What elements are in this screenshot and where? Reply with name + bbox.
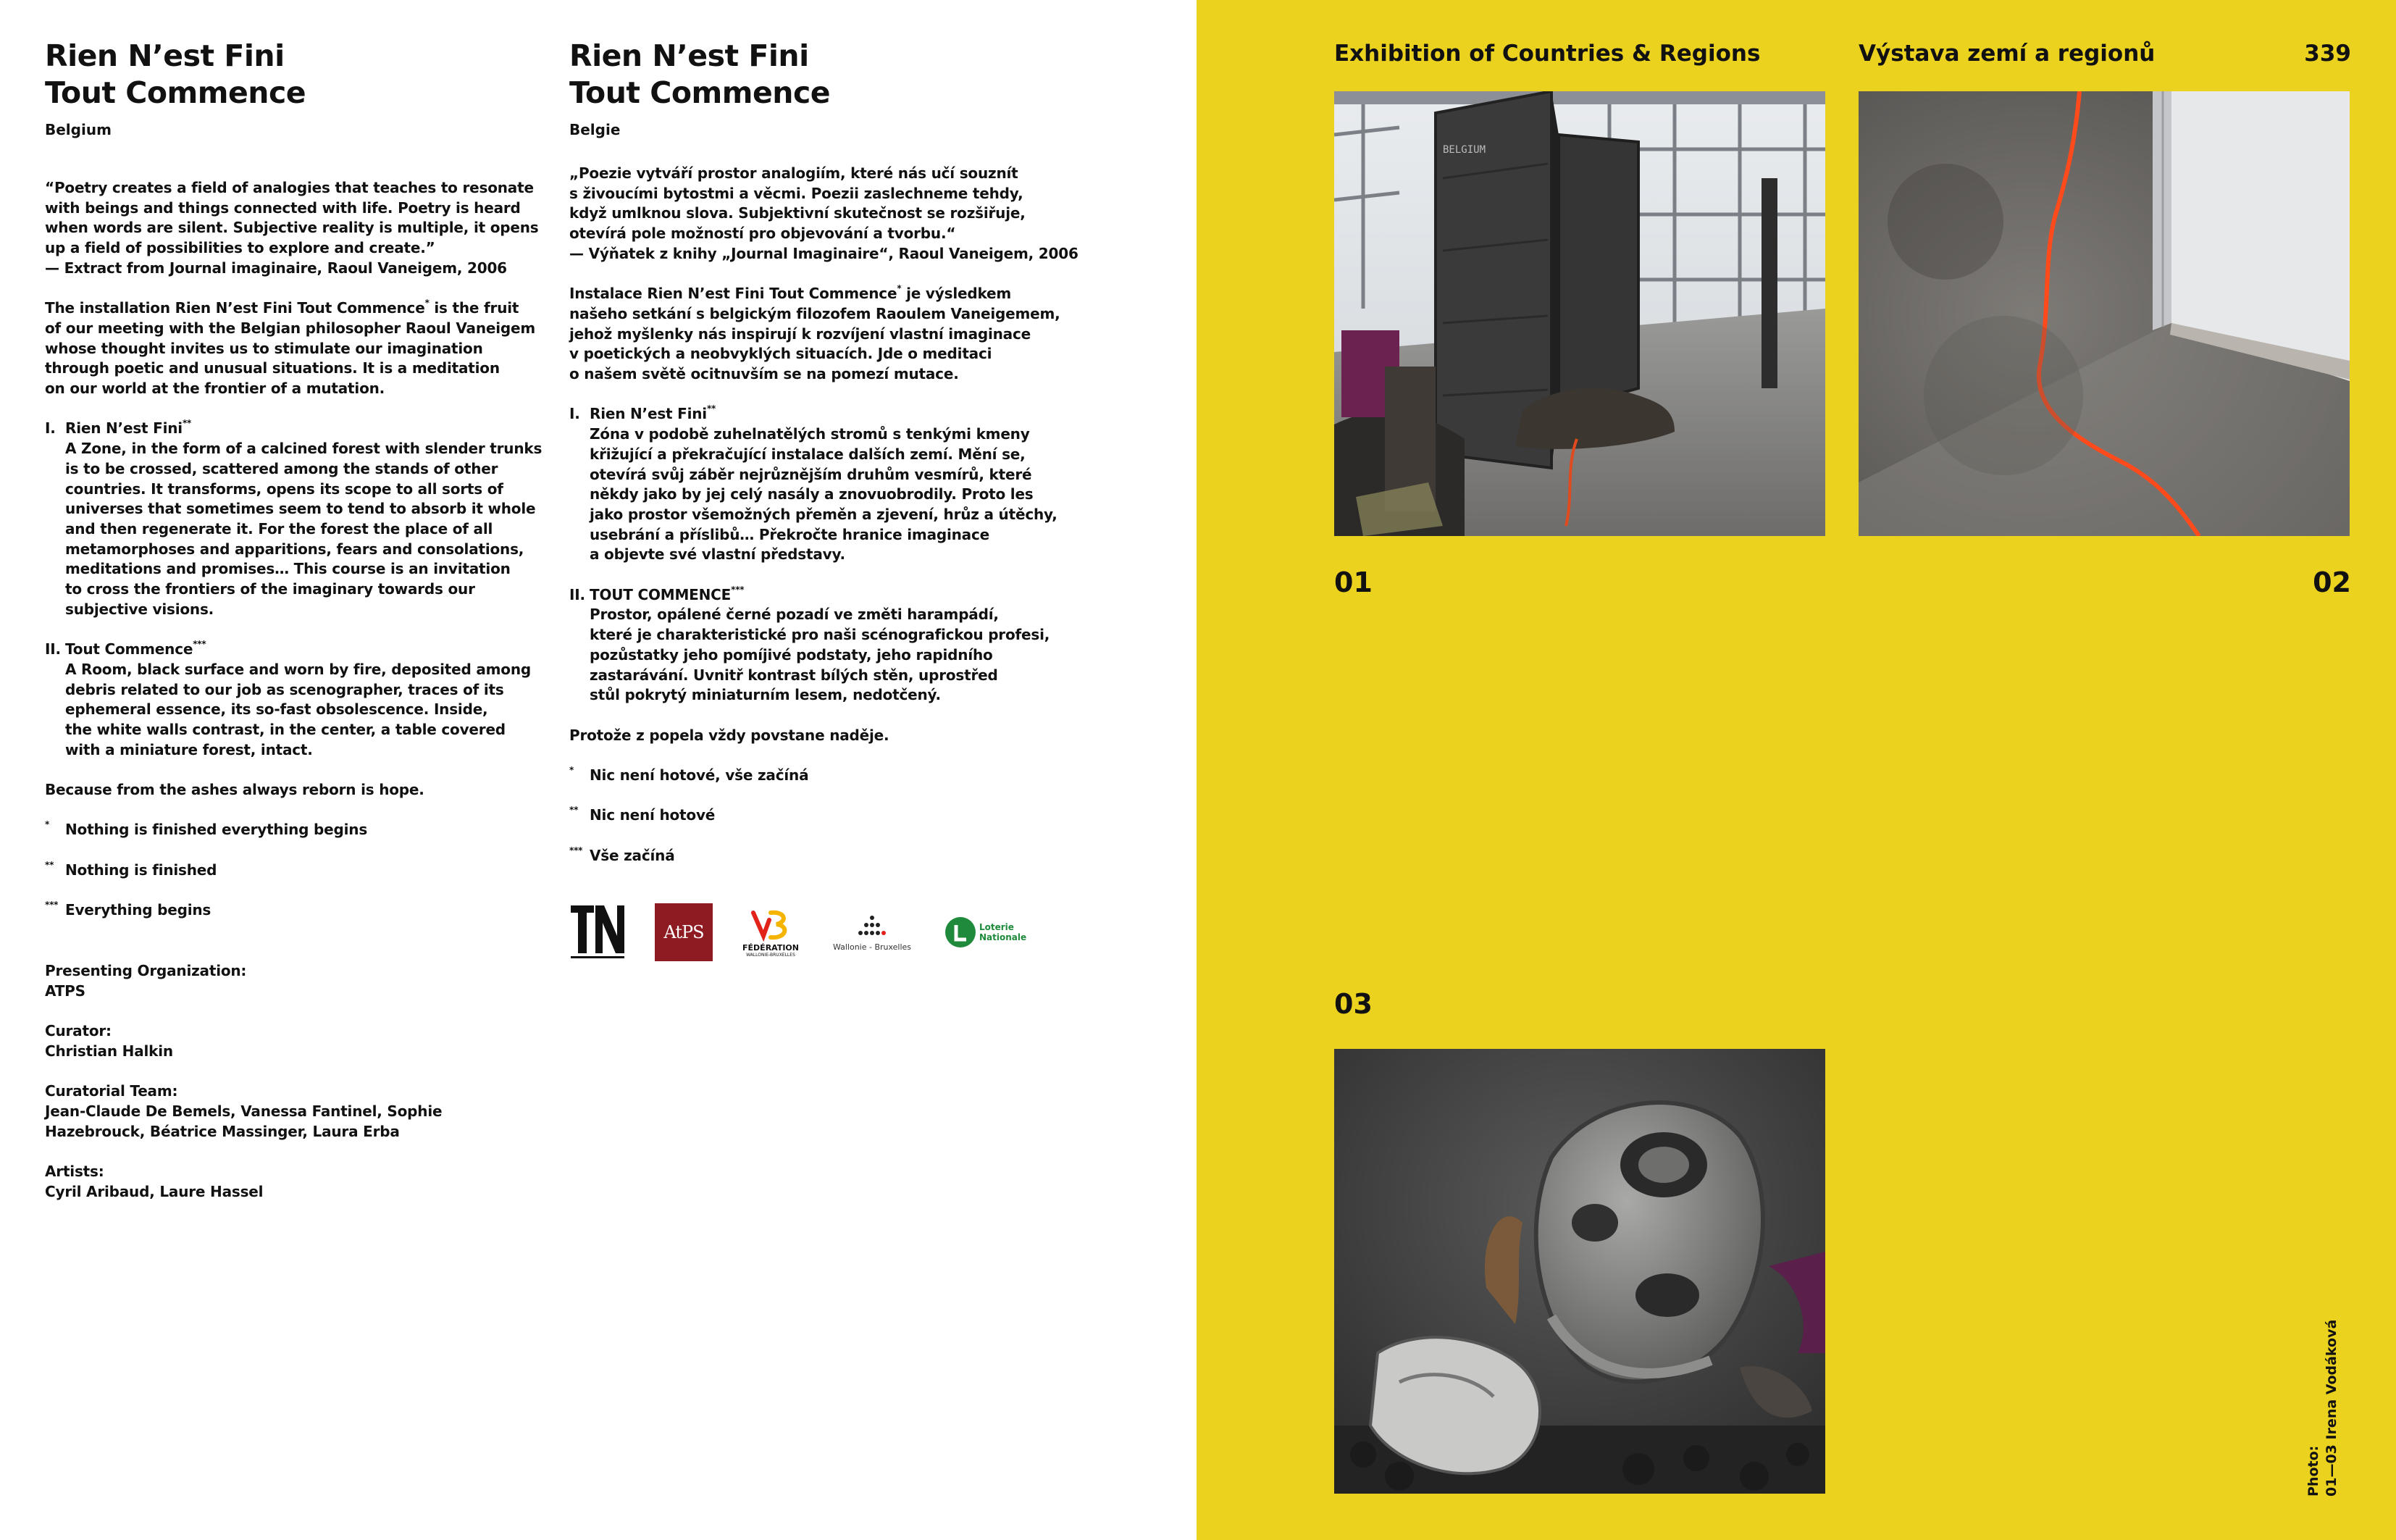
federation-text: FÉDÉRATION [742,943,799,953]
item-title: TOUT COMMENCE*** [590,584,745,603]
federation-logo [742,907,800,958]
item-body: Zóna v podobě zuhelnatělých stromů s tenkými kmeny křižující a překračující instalace dalších zemí. Mění se, otevírá svůj záběr nejrůznějším druhům vesmírů, které někdy jako by jej celý nasály a znovuobrodily. Proto les jako prostor všemožných přeměn a zjevení, hrůz a útěchy, usebrání a příslibů… Překročte hranice imaginace a objevte své vlastní představy. [590,425,1057,564]
atps-logo-text: AtPS [663,922,704,942]
section-header-en: Exhibition of Countries & Regions [1334,41,1761,67]
item-label: I. [569,405,580,423]
quote-paragraph: “Poetry creates a field of analogies that teaches to resonate with beings and things connected with life. Poetry is heard when words are silent. Subjective reality is multiple, it opens up a field of possibilities to explore and create.” — Extract from Journal imaginaire, Raoul Vaneigem, 2006 [45,179,539,277]
footnotes [45,820,566,920]
section-header-cz: Výstava zemí a regionů [1859,41,2156,67]
quote-cz [569,164,1091,866]
footnote-item: * Nic není hotové, vše začíná [569,765,809,784]
photo-credit-label: Photo: [2305,1445,2321,1497]
item-label: II. [569,585,585,603]
country-label-cz: Belgie [569,121,621,138]
photo-02-floor-detail [1859,91,2350,536]
page-title-cz [569,38,1091,112]
sponsor-logos [569,903,1026,962]
item-body: Prostor, opálené černé pozadí ve změti harampádí, které je charakteristické pro naši scénografickou profesi, pozůstatky jeho pomíjivé podstaty, jeho rapidního zastarávání. Uvnitř kontrast bílých stěn, uprostřed stůl pokrytý miniaturním lesem, nedotčený. [590,606,1050,704]
federation-subtext: WALLONIE-BRUXELLES [746,953,795,958]
item-title: Tout Commence*** [65,639,206,658]
credit-block: Presenting Organization: ATPS [45,961,247,1000]
tn-logo [569,903,626,962]
photo-number-03: 03 [1334,988,1373,1020]
english-column [45,38,566,1222]
federation-mark-icon [749,907,792,943]
photo-number-02: 02 [2313,566,2351,598]
section-item-2 [45,640,566,760]
item-title: Rien N’est Fini** [65,418,192,438]
item-label: II. [45,640,61,658]
footnote-item: ** Nothing is finished [45,859,217,879]
credit-block: Curator: Christian Halkin [45,1022,173,1060]
item-title: Rien N’est Fini** [590,403,716,423]
atps-logo [655,903,713,961]
intro-paragraph: Instalace Rien N’est Fini Tout Commence* je výsledkem našeho setkání s belgickým filozofem Raoulem Vaneigemem, jehož myšlenky nás inspirují k rozvíjení vlastní imaginace v poetických a neobvyklých situacích. Jde o meditaci o našem světě ocitnuvším se na pomezí mutace. [569,283,1060,383]
loterie-mark-icon [944,916,976,948]
page-title-en [45,38,566,112]
loterie-line-2: Nationale [979,932,1027,942]
photo-03-mask-detail [1334,1049,1825,1494]
section-item-1 [45,419,566,619]
footnote-item: *** Vše začíná [569,845,675,864]
closing-line: Because from the ashes always reborn is hope. [45,781,424,799]
title-line-2: Tout Commence [45,75,306,110]
credits [45,961,566,1202]
loterie-text [979,922,1026,942]
czech-column [569,38,1091,886]
photo-01-installation [1334,91,1825,536]
footnote-item: ** Nic není hotové [569,805,716,824]
item-label: I. [45,419,56,438]
photo-credit-names: 01—03 Irena Vodáková [2324,1319,2340,1497]
intro-paragraph: The installation Rien N’est Fini Tout Commence* is the fruit of our meeting with the Belgian philosopher Raoul Vaneigem whose thought invites us to stimulate our imagination through poetic and unusual situations. It is a meditation on our world at the frontier of a mutation. [45,298,536,398]
loterie-nationale-logo [944,916,1026,948]
right-page [1197,0,2396,1540]
wallonie-bruxelles-logo [829,913,916,952]
quote-paragraph: „Poezie vytváří prostor analogiím, které nás učí souznít s živoucími bytostmi a věcmi. Poezii zaslechneme tehdy, když umlknou slova. Subjektivní skutečnost se rozšiřuje, otevírá pole možností pro objevování a tvorbu.“ — Výňatek z knihy „Journal Imaginaire“, Raoul Vaneigem, 2006 [569,164,1078,262]
section-item-2 [569,585,1091,706]
section-item-1 [569,404,1091,565]
page-number: 339 [2304,41,2351,67]
footnote-item: *** Everything begins [45,900,211,919]
country-label-en: Belgium [45,121,112,138]
closing-line: Protože z popela vždy povstane naděje. [569,726,889,744]
footnotes [569,766,1091,866]
title-line-1: Rien N’est Fini [569,38,809,73]
wallonie-text: Wallonie - Bruxelles [832,942,912,952]
photo-number-01: 01 [1334,566,1373,598]
loterie-line-1: Loterie [979,922,1014,932]
item-body: A Zone, in the form of a calcined forest with slender trunks is to be crossed, scattered among the stands of other countries. It transforms, opens its scope to all sorts of universes that sometimes seem to tend to absorb it whole and then regenerate it. For the forest the place of all metamorphoses and apparitions, fears and consolations, meditations and promises… This course is an invitation to cross the frontiers of the imaginary towards our subjective visions. [65,440,543,618]
credit-block: Artists: Cyril Aribaud, Laure Hassel [45,1162,264,1200]
left-page [0,0,1197,1540]
dots-mark-icon [850,913,894,942]
title-line-1: Rien N’est Fini [45,38,285,73]
title-line-2: Tout Commence [569,75,831,110]
item-body: A Room, black surface and worn by fire, deposited among debris related to our job as scenographer, traces of its ephemeral essence, its so-fast obsolescence. Inside, the white walls contrast, in the center, a table covered with a miniature forest, intact. [65,660,531,758]
container-label: BELGIUM [1443,144,1486,156]
quote-en [45,178,566,1202]
footnote-item: * Nothing is finished everything begins [45,819,368,839]
credit-block: Curatorial Team: Jean-Claude De Bemels, Vanessa Fantinel, Sophie Hazebrouck, Béatrice Massinger, Laura Erba [45,1082,443,1140]
photo-credit [2305,1320,2341,1497]
